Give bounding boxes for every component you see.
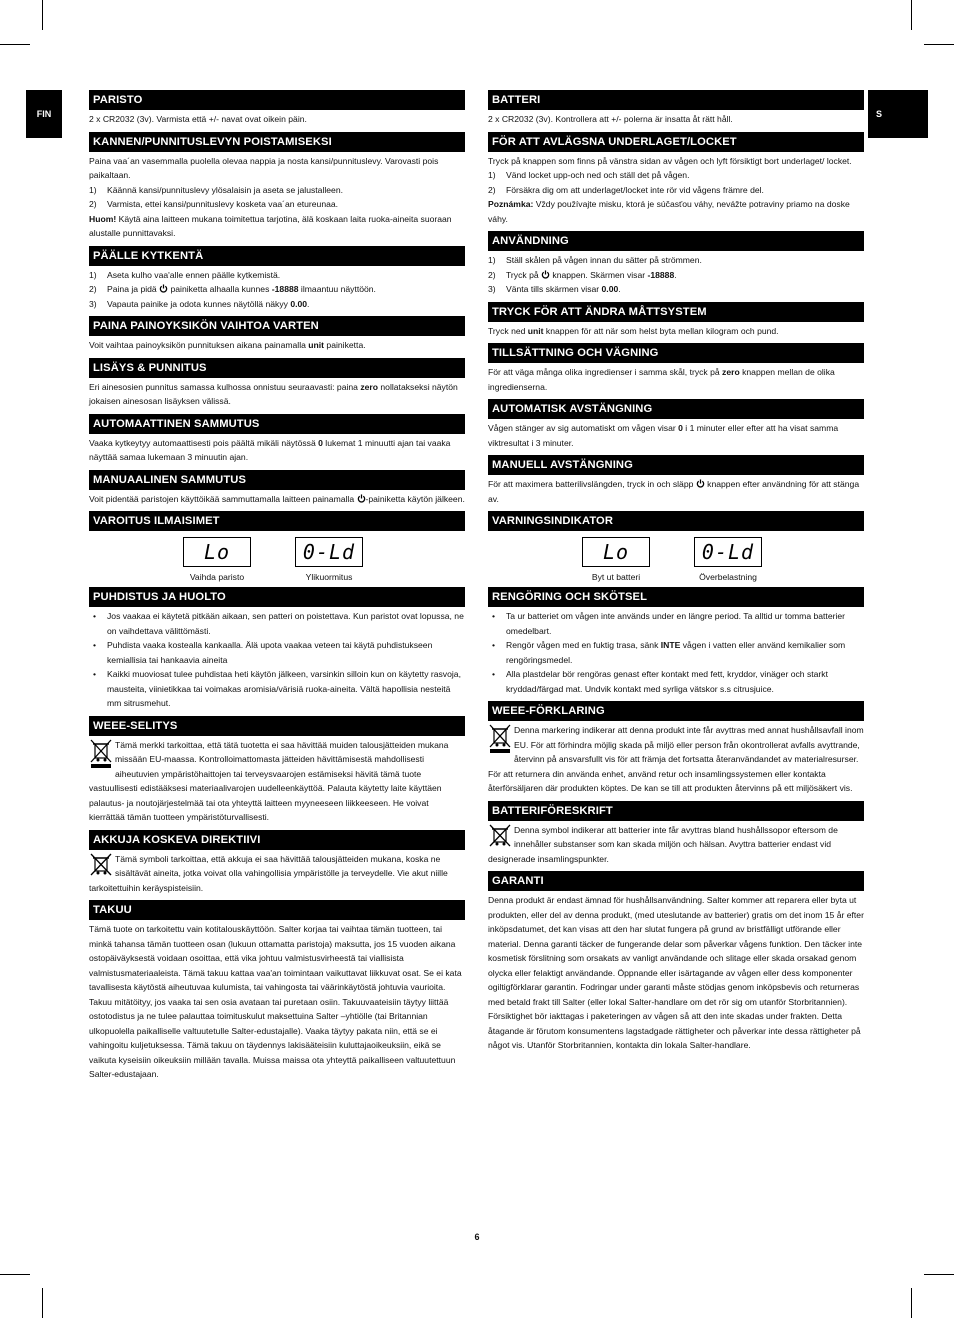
language-tab-s: S [868, 90, 928, 138]
section-locket [488, 132, 864, 227]
crossed-bin-icon [89, 852, 113, 876]
section-heading: MANUELL AVSTÄNGNING [488, 455, 864, 475]
steps-list [488, 168, 864, 197]
crossed-bin-icon [89, 738, 113, 768]
indicator-row [89, 537, 465, 582]
section-auto [89, 414, 465, 465]
crop-mark [911, 0, 912, 30]
section-varning [488, 511, 864, 582]
section-lisays [89, 358, 465, 409]
section-text: 2 x CR2032 (3v). Kontrollera att +/- polerna är insatta åt rätt håll. [488, 114, 733, 124]
section-heading: VARNINGSINDIKATOR [488, 511, 864, 531]
section-text: Tämä tuote on tarkoitettu vain kotitalouskäyttöön. Salter korjaa tai vaihtaa tämän tuotteen, tai minkä tahansa tämän tuotteen osan (lukuun ottamatta paristoja) maksutta, jos 15 vuoden aikana ostopäiväyksestä voidaan osoittaa, että vika johtuu valmistusvirheestä tai viallisista valmistusmateriaaleista. Tämä takuu kattaa vaa'an toimintaan vaikuttavat liikkuvat osat. Se ei kata tavallisesta käytöstä aiheutuvaa kulumista, tai vahingosta tai väärinkäytöstä johtuvia vaurioita. Takuu mitätöityy, jos vaaka tai sen osia avataan tai puretaan osiin. Takuuvaateisiin täytyy liittää ostotodistus ja ne tulee palauttaa toimituskulut maksettuina Salter –yhtiölle (tai Britannian ulkopuolella paikalliselle valtuutetulle Salter-edustajalle). Vaaka täytyy pakata niin, että se ei vahingoitu kuljetuksessa. Tämä takuu on täydennys lakisääteisiin kuluttajaoikeuksiin, eikä se vaikuta kyseisiin oikeuksiin millään tavalla. Muissa maissa ota yhteyttä paikalliseen valtuutettuun Salter-edustajaan. [89, 924, 462, 1079]
section-heading: MANUAALINEN SAMMUTUS [89, 470, 465, 490]
section-kansi [89, 132, 465, 241]
section-puhdistus [89, 587, 465, 711]
section-heading: KANNEN/PUNNITUSLEVYN POISTAMISEKSI [89, 132, 465, 152]
list-item: 2) Försäkra dig om att underlaget/locket inte rör vid vågens främre del. [488, 184, 764, 195]
list-item: 1) Käännä kansi/punnituslevy ylösalaisin ja aseta se jalustalleen. [89, 184, 343, 195]
lcd-display: 0-Ld [295, 537, 363, 567]
section-heading: BATTERI [488, 90, 864, 110]
section-heading: PAINA PAINOYKSIKÖN VAIHTOA VARTEN [89, 316, 465, 336]
indicator-caption: Byt ut batteri [591, 572, 641, 582]
lcd-display: Lo [582, 537, 650, 567]
crop-mark [0, 44, 30, 45]
list-item: 2) Tryck på knappen. Skärmen visar -18888. [488, 269, 677, 280]
steps-list [488, 253, 864, 297]
section-heading: VAROITUS ILMAISIMET [89, 511, 465, 531]
section-varoitus [89, 511, 465, 582]
section-heading: AUTOMATISK AVSTÄNGNING [488, 399, 864, 419]
list-item: 2) Paina ja pidä painiketta alhaalla kunnes -18888 ilmaantuu näyttöön. [89, 284, 376, 294]
power-icon [357, 494, 366, 503]
note-text: Poznámka: Vždy používajte misku, ktorá je súčasťou váhy, nevážte potraviny priamo na doske váhy. [488, 199, 850, 224]
section-heading: WEEE-FÖRKLARING [488, 701, 864, 721]
list-item: • Ta ur batteriet om vågen inte används under en längre period. Ta alltid ur tomma batterier omedelbart. [492, 611, 846, 636]
section-mattsystem [488, 302, 864, 339]
section-text: Voit vaihtaa painoyksikön punnituksen aikana painamalla unit painiketta. [89, 340, 366, 350]
section-heading: PARISTO [89, 90, 465, 110]
section-heading: BATTERIFÖRESKRIFT [488, 801, 864, 821]
section-text: Tryck ned unit knappen för att när som helst byta mellan kilogram och pund. [488, 325, 779, 336]
indicator-overload [294, 537, 364, 582]
lcd-display: 0-Ld [694, 537, 762, 567]
crop-mark [911, 1288, 912, 1318]
section-heading: WEEE-SELITYS [89, 716, 465, 736]
indicator-caption: Vaihda paristo [189, 572, 245, 582]
section-anvandning [488, 231, 864, 297]
section-weee-sv [488, 701, 864, 796]
crossed-bin-icon [488, 723, 512, 753]
list-item: • Kaikki muoviosat tulee puhdistaa heti käytön jälkeen, varsinkin silloin kun on käytetty rasvoja, mausteita, viinietikkaa tai voimakas aromisia/värisiä ruoka-aineita. Vältä hapollisia nesteitä mm sitrusmehut. [93, 669, 461, 708]
section-text: Denna produkt är endast ämnad för hushållsanvändning. Salter kommer att reparera eller byta ut produkten, eller del av denna produkt, (med uteslutande av batterier) gratis om det inom 15 år efter inköpsdatumet, det kan visas att den har slutat fungera på grund av bristfälligt utförande eller material. Denna garanti täcker de fungerande delar som påverkar vågens funktion. Den täcker inte kosmetisk förslitning som orsakats av vanligt användande och slitage eller skada orsakad genom olycka eller felaktigt användande. Öppnande eller isärtagande av vågen eller dess komponenter ogiltigförklarar garantin. Fodringar under garanti måste stödjas genom inköpsbevis och returneras med betald frakt till Salter (eller lokal Salter-handlare om det rör sig om utanför Storbritannien). Försiktighet bör iakttagas i paketeringen av vågen så att den inte skadas under frakten. Detta åtagande är förutom konsumentens lagstadgade rättigheter och påverkar inte dessa rättigheter på något vis. Utanför Storbritannien, kontakta din lokala Salter-handlare. [488, 895, 864, 1050]
column-fin [89, 90, 465, 1087]
section-text: Vaaka kytkeytyy automaattisesti pois päältä mikäli näytössä 0 lukemat 1 minuutti ajan tai vaaka näyttää samaa lukemaan 3 minuutin ajan. [89, 437, 451, 462]
section-text: Voit pidentää paristojen käyttöikää sammuttamalla laitteen painamalla -painiketta käytön jälkeen. [89, 493, 465, 504]
crop-mark [42, 0, 43, 30]
steps-list [89, 268, 465, 312]
section-text: Tämä symboli tarkoittaa, että akkuja ei saa hävittää talousjätteiden mukana, koska ne sisältävät aineita, jotka voivat olla vahingollisia ympäristölle ja terveydelle. Vie akut niille tarkoitettuihin keräyspisteisiin. [89, 853, 448, 893]
section-text: 2 x CR2032 (3v). Varmista että +/- navat ovat oikein päin. [89, 114, 307, 124]
section-text: Denna markering indikerar att denna produkt inte får avyttras med annat hushållsavfall inom EU. För att förhindra möjlig skada på miljö eller person från okontrollerat avfalls avyttrande, återvinn på ansvarsfullt vis för att främja det fortsatta återanvändandet av materialresurser. För att returnera din använda enhet, använd retur och insamlingssystemen eller kontakta återförsäljaren där produkten köptes. De kan se till att produkten återvinns på ett miljösäkert vis. [488, 725, 864, 793]
steps-list [89, 183, 465, 212]
section-manuell [488, 455, 864, 506]
section-paalle [89, 246, 465, 312]
indicator-caption: Ylikuormitus [305, 572, 353, 582]
section-rengoring [488, 587, 864, 696]
page-number: 6 [474, 1232, 480, 1242]
section-text: Tryck på knappen som finns på vänstra sidan av vågen och lyft försiktigt bort underlaget/ locket. [488, 155, 852, 166]
section-text: För att maximera batterilivslängden, tryck in och släpp knappen efter användning för att stänga av. [488, 479, 860, 504]
section-weee [89, 716, 465, 825]
section-auto-sv [488, 399, 864, 450]
section-heading: TILLSÄTTNING OCH VÄGNING [488, 343, 864, 363]
section-manuaali [89, 470, 465, 507]
list-item: • Alla plastdelar bör rengöras genast efter kontakt med fett, kryddor, vinäger och starkt kryddad/färgad mat. Undvik kontakt med syrliga vätskor s.s citrusjuice. [492, 669, 828, 694]
crop-mark [42, 1288, 43, 1318]
power-icon [696, 479, 705, 488]
section-text: Vågen stänger av sig automatiskt om vågen visar 0 i 1 minuter eller efter att ha visat samma viktresultat i 3 minuter. [488, 423, 839, 448]
list-item: • Rengör vågen med en fuktig trasa, sänk INTE vågen i vatten eller använd kemikalier som rengöringsmedel. [492, 640, 846, 665]
section-takuu [89, 900, 465, 1082]
section-text: Denna symbol indikerar att batterier inte får avyttras bland hushållssopor eftersom de innehåller substanser som kan skada miljön och hälsan. Avyttra batterier endast vid designerade insamlingspunkter. [488, 824, 838, 864]
section-heading: LISÄYS & PUNNITUS [89, 358, 465, 378]
indicator-row [488, 537, 864, 582]
section-batterifor [488, 801, 864, 867]
section-paristo [89, 90, 465, 127]
section-tillsattning [488, 343, 864, 394]
bullet-list [89, 609, 465, 711]
power-icon [541, 270, 550, 279]
section-yksikko [89, 316, 465, 353]
list-item: 1) Ställ skålen på vågen innan du sätter på strömmen. [488, 255, 702, 265]
crop-mark [924, 1274, 954, 1275]
section-heading: PUHDISTUS JA HUOLTO [89, 587, 465, 607]
section-heading: GARANTI [488, 871, 864, 891]
bullet-list [488, 609, 864, 696]
section-text: För att väga många olika ingredienser i samma skål, tryck på zero knappen mellan de olika ingredienserna. [488, 367, 835, 392]
column-sv [488, 90, 864, 1058]
crop-mark [0, 1274, 30, 1275]
section-garanti [488, 871, 864, 1053]
crossed-bin-icon [488, 823, 512, 847]
section-text: Tämä merkki tarkoittaa, että tätä tuotetta ei saa hävittää muiden talousjätteiden mukana missään EU-maassa. Kontrolloimattomasta jätteiden hävittämisestä mahdollisesti aiheutuvien ympäristöhaittojen tai terveysvaarojen estämiseksi hävitä tämä tuote vastuullisesti edistääksesi materiaalivarojen uudelleenkäyttöä. Palauta käytetty laite käyttäen palautus- ja noutojärjestelmää tai ota yhteyttä laitteen myyneeseen liikkeeseen. He voivat kierrättää tämän tuotteen ympäristöturvallisesti. [89, 739, 449, 822]
power-icon [159, 284, 168, 293]
section-heading: RENGÖRING OCH SKÖTSEL [488, 587, 864, 607]
section-text: Eri ainesosien punnitus samassa kulhossa onnistuu seuraavasti: paina zero nollatakseksi näytön jokaisen ainesosan lisäyksen välissä. [89, 381, 458, 406]
note-text: Huom! Käytä aina laitteen mukana toimitettua tarjotina, älä koskaan laita ruoka-aineita suoraan alustalle punnittavaksi. [89, 213, 452, 238]
list-item: 1) Vänd locket upp-och ned och ställ det på vågen. [488, 170, 690, 180]
section-heading: ANVÄNDNING [488, 231, 864, 251]
list-item: 2) Varmista, ettei kansi/punnituslevy kosketa vaa´an etureunaa. [89, 199, 339, 209]
section-akku [89, 830, 465, 896]
section-batteri [488, 90, 864, 127]
section-heading: TRYCK FÖR ATT ÄNDRA MÅTTSYSTEM [488, 302, 864, 322]
section-heading: TAKUU [89, 900, 465, 920]
indicator-lo [182, 537, 252, 582]
indicator-overload [693, 537, 763, 582]
list-item: 1) Aseta kulho vaa'alle ennen päälle kytkemistä. [89, 269, 281, 280]
language-tab-fin: FIN [26, 90, 62, 138]
section-heading: AUTOMAATTINEN SAMMUTUS [89, 414, 465, 434]
section-text: Paina vaa´an vasemmalla puolella olevaa nappia ja nosta kansi/punnituslevy. Varovasti pois paikaltaan. [89, 155, 439, 180]
indicator-lo [581, 537, 651, 582]
section-heading: AKKUJA KOSKEVA DIREKTIIVI [89, 830, 465, 850]
list-item: • Puhdista vaaka kostealla kankaalla. Älä upota vaakaa veteen tai käytä puhdistukseen kemiallisia tai hankaavia aineita [93, 640, 433, 665]
section-heading: PÄÄLLE KYTKENTÄ [89, 246, 465, 266]
indicator-caption: Överbelastning [699, 572, 757, 582]
list-item: 3) Vapauta painike ja odota kunnes näytöllä näkyy 0.00. [89, 298, 310, 309]
list-item: 3) Vänta tills skärmen visar 0.00. [488, 284, 621, 294]
section-heading: FÖR ATT AVLÄGSNA UNDERLAGET/LOCKET [488, 132, 864, 152]
lcd-display: Lo [183, 537, 251, 567]
list-item: • Jos vaakaa ei käytetä pitkään aikaan, sen patteri on poistettava. Kun paristot ovat lopussa, ne on vaihdettava välittömästi. [93, 611, 464, 636]
crop-mark [924, 44, 954, 45]
